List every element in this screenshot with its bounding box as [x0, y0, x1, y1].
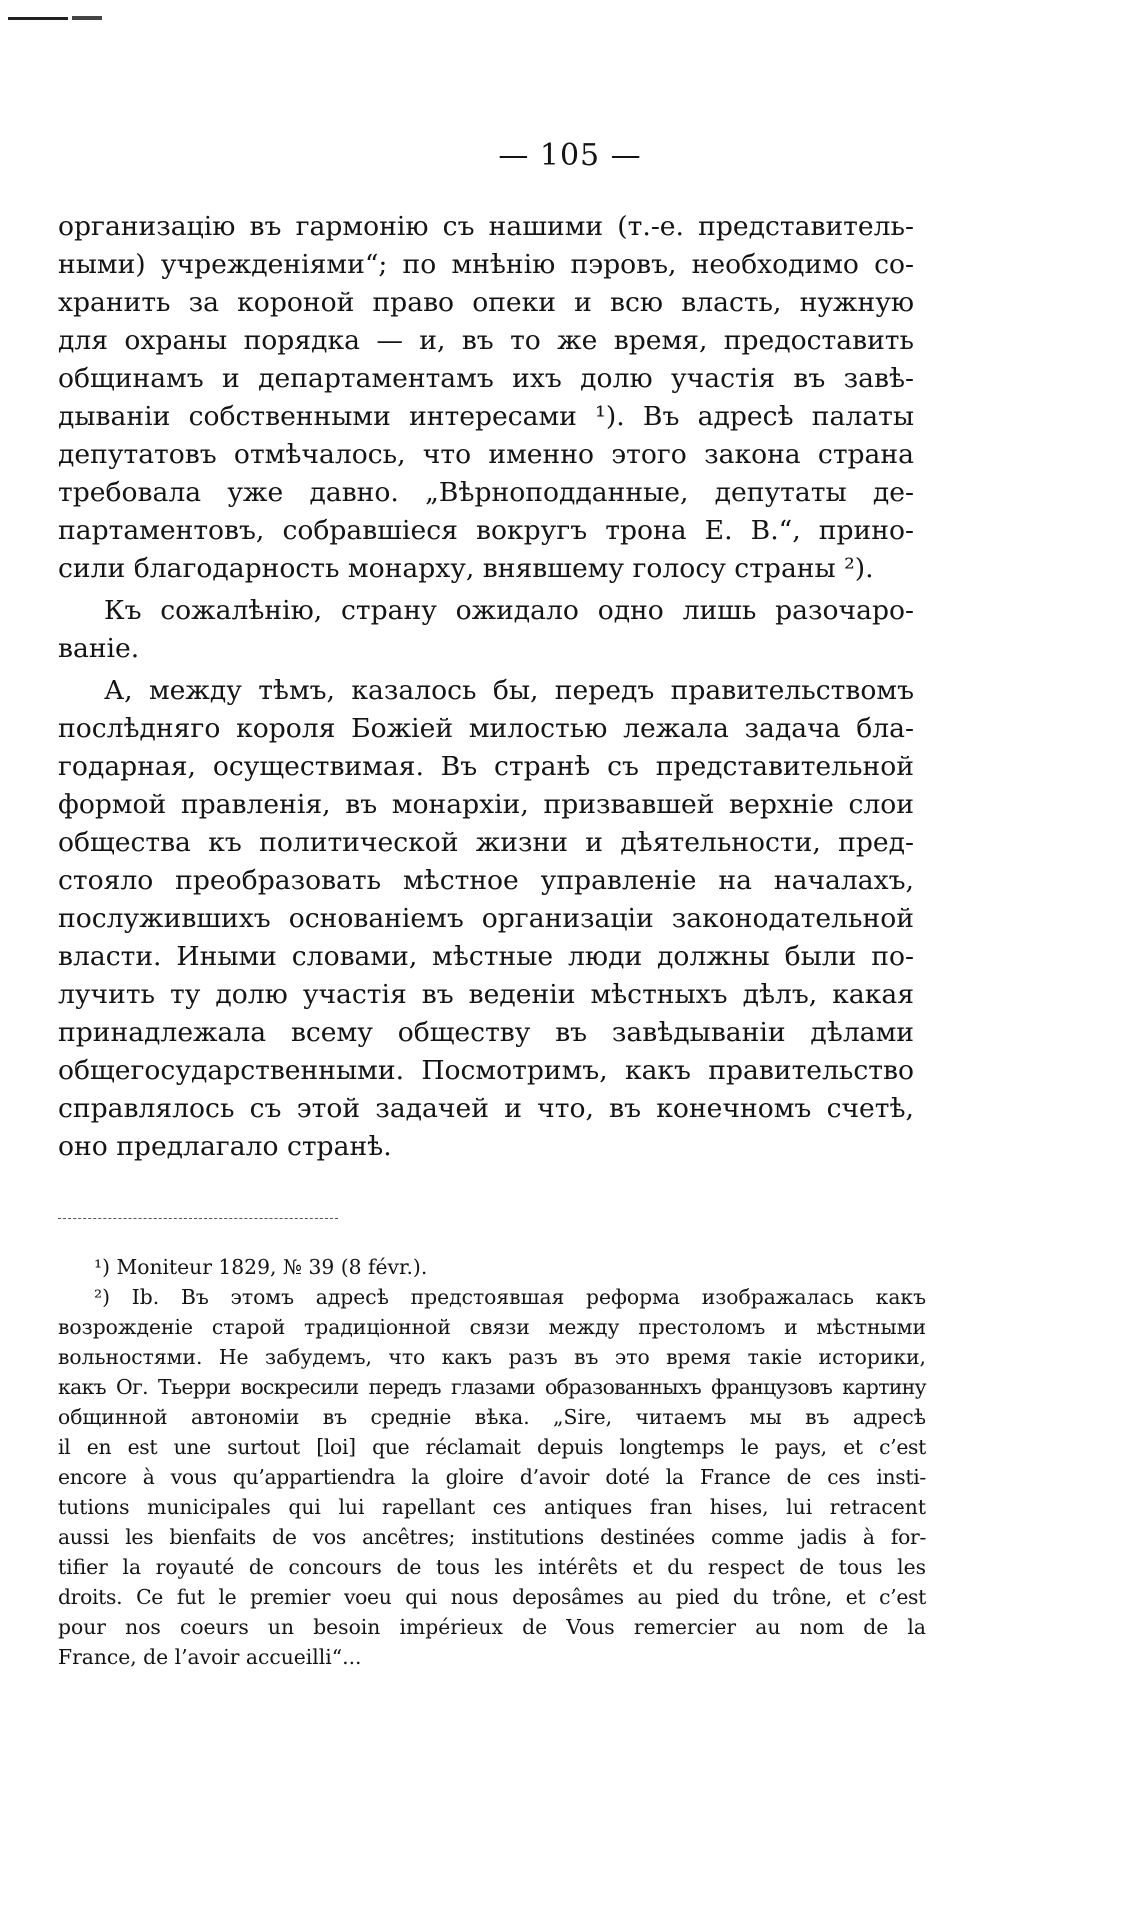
text-line: формой правленія, въ монархіи, призвавшей верхніе слои	[58, 789, 914, 820]
footnote-line: France, de l’avoir accueilli“...	[58, 1645, 362, 1669]
text-line: общегосударственными. Посмотримъ, какъ правительство	[58, 1055, 914, 1086]
text-line: оно предлагало странѣ.	[58, 1131, 392, 1162]
footnotes	[58, 1252, 926, 1672]
footnote-line: encore à vous qu’appartiendra la gloire d’avoir doté la France de ces insti-	[58, 1465, 926, 1489]
text-line: дываніи собственными интересами ¹). Въ адресѣ палаты	[58, 401, 914, 432]
text-line: послѣдняго короля Божіей милостью лежала задача бла-	[58, 713, 914, 744]
footnote-line: ²) Ib. Въ этомъ адресѣ предстоявшая реформа изображалась какъ	[94, 1285, 926, 1309]
text-line: общества къ политической жизни и дѣятельности, пред-	[58, 827, 914, 858]
footnote-line: tifier la royauté de concours de tous les intérêts et du respect de tous les	[58, 1555, 926, 1579]
footnote-line: общинной автономіи въ средніе вѣка. „Sire, читаемъ мы въ адресѣ	[58, 1405, 926, 1429]
text-line: требовала уже давно. „Вѣрноподданные, депутаты де-	[58, 477, 914, 508]
text-line: сили благодарность монарху, внявшему голосу страны ²).	[58, 553, 874, 584]
footnote-line: ¹) Moniteur 1829, № 39 (8 févr.).	[94, 1255, 428, 1279]
text-line: для охраны порядка — и, въ то же время, предоставить	[58, 325, 914, 356]
footnote-line: il en est une surtout [loi] que réclamait depuis longtemps le pays, et c’est	[58, 1435, 926, 1459]
text-line: хранить за короной право опеки и всю власть, нужную	[58, 287, 914, 318]
text-line: послужившихъ основаніемъ организаціи законодательной	[58, 903, 914, 934]
text-line: общинамъ и департаментамъ ихъ долю участія въ завѣ-	[58, 363, 914, 394]
footnote-2	[58, 1282, 926, 1672]
footnote-line: aussi les bienfaits de vos ancêtres; institutions destinées comme jadis à for-	[58, 1525, 926, 1549]
text-line: Къ сожалѣнію, страну ожидало одно лишь разочаро-	[104, 595, 914, 626]
footnote-line: tutions municipales qui lui rapellant ces antiques fran hises, lui retracent	[58, 1495, 926, 1519]
text-line: справлялось съ этой задачей и что, въ конечномъ счетѣ,	[58, 1093, 914, 1124]
text-line: партаментовъ, собравшіеся вокругъ трона Е. В.“, прино-	[58, 515, 914, 546]
text-line: принадлежала всему обществу въ завѣдываніи дѣлами	[58, 1017, 914, 1048]
text-line: власти. Иными словами, мѣстные люди должны были по-	[58, 941, 914, 972]
paragraph-3	[58, 672, 914, 1166]
footnote-divider	[58, 1218, 338, 1219]
text-line: годарная, осуществимая. Въ странѣ съ представительной	[58, 751, 914, 782]
page-number: — 105 —	[498, 138, 642, 173]
main-text	[58, 208, 914, 1166]
paragraph-2	[58, 592, 914, 668]
footnote-line: вольностями. Не забудемъ, что какъ разъ въ это время такіе историки,	[58, 1345, 926, 1369]
footnote-1	[58, 1252, 926, 1282]
footnote-line: pour nos coeurs un besoin impérieux de Vous remercier au nom de la	[58, 1615, 926, 1639]
text-line: депутатовъ отмѣчалось, что именно этого закона страна	[58, 439, 914, 470]
print-mark	[8, 16, 108, 22]
text-line: А, между тѣмъ, казалось бы, передъ правительствомъ	[104, 675, 914, 706]
footnote-line: droits. Ce fut le premier voeu qui nous deposâmes au pied du trône, et c’est	[58, 1585, 926, 1609]
text-line: ваніе.	[58, 633, 140, 664]
footnote-line: возрожденіе старой традиціонной связи между престоломъ и мѣстными	[58, 1315, 926, 1339]
text-line: организацію въ гармонію съ нашими (т.-е. представитель-	[58, 211, 914, 242]
text-line: ными) учрежденіями“; по мнѣнію пэровъ, необходимо со-	[58, 249, 914, 280]
paragraph-1	[58, 208, 914, 588]
text-line: лучить ту долю участія въ веденіи мѣстныхъ дѣлъ, какая	[58, 979, 914, 1010]
footnote-line: какъ Ог. Тьерри воскресили передъ глазами образованныхъ французовъ картину	[58, 1375, 926, 1399]
text-line: стояло преобразовать мѣстное управленіе на началахъ,	[58, 865, 914, 896]
